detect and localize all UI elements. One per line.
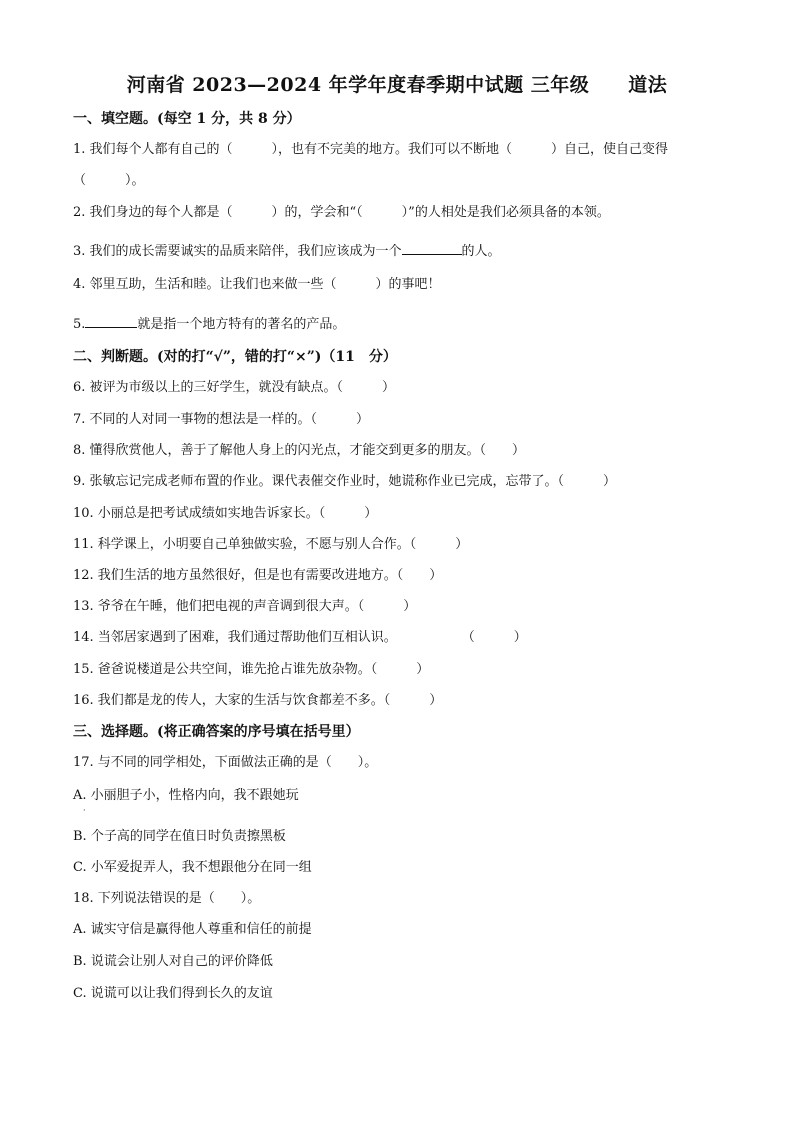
choice-option-18a: A. 诚实守信是赢得他人尊重和信任的前提 xyxy=(73,922,312,937)
answer-blank xyxy=(85,315,137,328)
fill-question-3-text: 3. 我们的成长需要诚实的品质来陪伴，我们应该成为一个 xyxy=(73,244,402,259)
answer-blank xyxy=(402,242,462,255)
fill-question-1-line-2: （ ）。 xyxy=(73,173,145,188)
fill-question-4: 4. 邻里互助，生活和睦。让我们也来做一些（ ）的事吧！ xyxy=(73,277,441,292)
fill-question-2: 2. 我们身边的每个人都是（ ）的，学会和“（ ）”的人相处是我们必须具备的本领。 xyxy=(73,205,610,220)
fill-question-1-line-1: 1. 我们每个人都有自己的（ ），也有不完美的地方。我们可以不断地（ ）自己，使自己变得 xyxy=(73,142,669,157)
judge-question: 10. 小丽总是把考试成绩如实地告诉家长。（ ） xyxy=(73,506,378,521)
choice-question-17: 17. 与不同的同学相处，下面做法正确的是（ ）。 xyxy=(73,755,378,770)
fill-question-5-text: 就是指一个地方特有的著名的产品。 xyxy=(137,317,346,332)
scan-speck: · xyxy=(83,806,86,815)
choice-option-17c: C. 小军爱捉弄人，我不想跟他分在同一组 xyxy=(73,860,312,875)
judge-question: 13. 爷爷在午睡，他们把电视的声音调到很大声。（ ） xyxy=(73,599,417,614)
section-choice-heading: 三、选择题。(将正确答案的序号填在括号里） xyxy=(73,724,360,740)
choice-option-18b: B. 说谎会让别人对自己的评价降低 xyxy=(73,954,273,969)
choice-option-17a: A. 小丽胆子小，性格内向，我不跟她玩 xyxy=(73,788,299,803)
page-title: 河南省 2023—2024 年学年度春季期中试题 三年级 道法 xyxy=(126,74,668,96)
choice-question-18: 18. 下列说法错误的是（ ）。 xyxy=(73,891,261,906)
fill-question-3-end: 的人。 xyxy=(461,244,501,259)
section-judge-heading: 二、判断题。(对的打“√”，错的打“×”)（11 分） xyxy=(73,349,397,365)
fill-question-3 xyxy=(73,242,501,261)
judge-question: 9. 张敏忘记完成老师布置的作业。课代表催交作业时，她谎称作业已完成，忘带了。（ ） xyxy=(73,474,617,489)
judge-question: 7. 不同的人对同一事物的想法是一样的。（ ） xyxy=(73,412,370,427)
judge-question: 16. 我们都是龙的传人，大家的生活与饮食都差不多。（ ） xyxy=(73,693,443,708)
judge-question: 8. 懂得欣赏他人，善于了解他人身上的闪光点，才能交到更多的朋友。（ ） xyxy=(73,443,526,458)
judge-question: 11. 科学课上，小明要自己单独做实验，不愿与别人合作。（ ） xyxy=(73,537,469,552)
section-fill-heading: 一、填空题。(每空 1 分，共 8 分） xyxy=(73,111,301,127)
fill-question-5-number: 5. xyxy=(73,317,86,332)
judge-question: 15. 爸爸说楼道是公共空间，谁先抢占谁先放杂物。（ ） xyxy=(73,662,430,677)
choice-option-18c: C. 说谎可以让我们得到长久的友谊 xyxy=(73,986,273,1001)
choice-option-17b: B. 个子高的同学在值日时负责擦黑板 xyxy=(73,829,286,844)
judge-question: 14. 当邻居家遇到了困难，我们通过帮助他们互相认识。 （ ） xyxy=(73,630,527,645)
judge-question: 6. 被评为市级以上的三好学生，就没有缺点。（ ） xyxy=(73,380,396,395)
judge-question: 12. 我们生活的地方虽然很好，但是也有需要改进地方。（ ） xyxy=(73,568,443,583)
fill-question-5 xyxy=(73,315,345,334)
